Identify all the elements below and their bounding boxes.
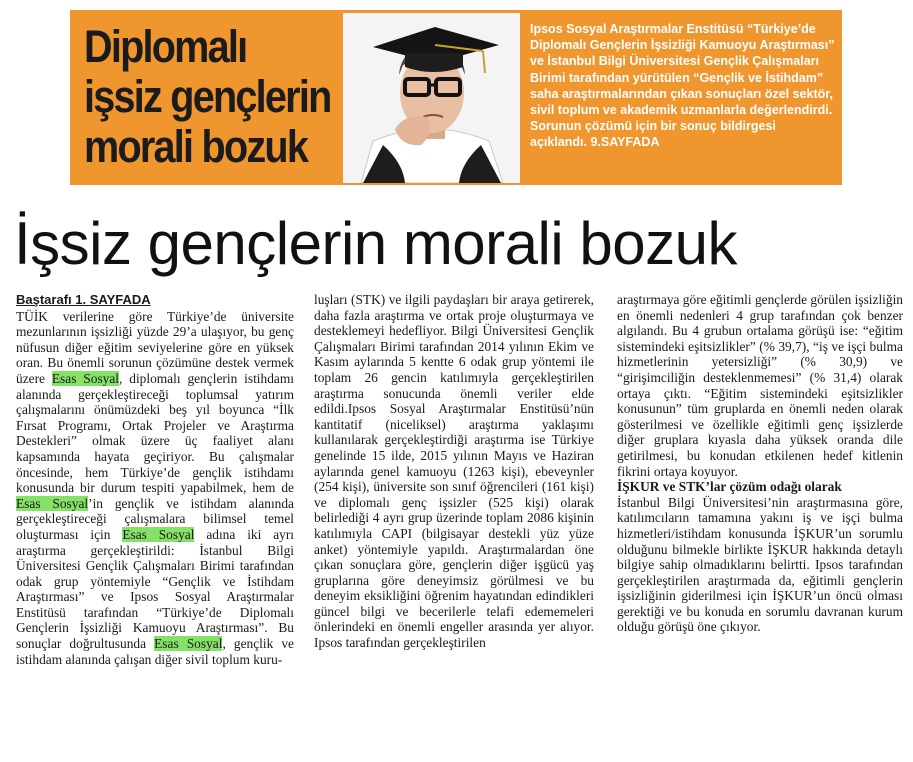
paragraph <box>16 309 294 668</box>
teaser-summary-text: Ipsos Sosyal Araştırmalar Enstitüsü “Türkiye’de Diplomalı Gençlerin İşsizliği Kamuoyu Araştırması” ve İstanbul Bilgi Üniversitesi Gençlik Çalışmaları Birimi tarafından yürütülen “Gençlik ve İstihdam” saha araştırmalarından çıkan sonuçları özel sektör, sivil toplum ve akademik uzmanlarla değerlendirdi. Sorunun çözümü için bir sonuç bildirgesi açıklandı. <box>530 22 835 150</box>
paragraph: İstanbul Bilgi Üniversitesi’nin araştırmasına göre, katılımcıların tamamına yakını iş ve işçi bulma hizmetleri/istihdam konusunda İŞKUR’un sorumlu olduğunu bilmekle birlikte İŞKUR hakkında detaylı bilgiye sahip olmadıklarını belirtti. Ipsos tarafından gerçekleştirilen araştırmada da, eğitimli gençlerin işsizliğinin giderilmesi için İŞKUR’un öncü olması gerektiği ve bu konuda en sorumlu davranan kurum olduğu görüşü öne çıkıyor. <box>617 494 903 635</box>
teaser-headline <box>84 21 331 172</box>
article-column-1 <box>16 292 294 667</box>
teaser-page-ref: 9.SAYFADA <box>590 135 660 150</box>
highlighted-term: Esas Sosyal <box>122 526 195 542</box>
highlighted-term: Esas Sosyal <box>16 495 89 511</box>
highlighted-term: Esas Sosyal <box>154 636 223 652</box>
text-run: , diplomalı gençlerin istihdamı alanında gerçekleştireceği toplumsal yatırım çalışmalarını önümüzdeki beş yıl boyunca “İlk Fırsat Programı, Ortak Projeler ve Araştırma Destekleri” olmak üzere üç faaliyet alanı kapsamında hayata geçiriyor. Bu çalışmalar öncesinde, hem Türkiye’de gençlik istihdamı konusunda bir durum tespiti yapabilmek, hem de <box>16 370 294 496</box>
article-column-3 <box>617 292 903 635</box>
article-title: İşsiz gençlerin morali bozuk <box>14 210 737 277</box>
teaser-headline-line: Diplomalı <box>84 21 247 72</box>
continuation-kicker: Baştarafı 1. SAYFADA <box>16 292 151 307</box>
text-run: ’in gençlik ve istihdam alanında gerçekleştireceği çalışmalara bilimsel temel oluşturması için <box>16 495 294 542</box>
teaser-summary <box>530 21 835 151</box>
paragraph: araştırmaya göre eğitimli gençlerde görülen işsizliğin en önemli nedenleri 4 grup tarafından çok benzer algılandı. Bu 4 grubun ortalama görüşü ise: “eğitim sistemindeki eşitsizlikler” (% 39,7), “iş ve işçi bulma hizmetlerinin yetersizliği” (% 30,9) ve “girişimciliğin desteklenmemesi” (% 31,4) olarak ortaya çıktı. “Eğitim sistemindeki eşitsizlikler konusunun” tüm gruplarda en önemli neden olarak gösterilmesi ve özellikle eğitimli genç işsizlerde diğer gruplara kıyasla daha yüksek oranda dile getirilmesi, bu konudan etkilenen hedef kitlenin fikrini ortaya koyuyor. <box>617 292 903 479</box>
teaser-headline-line: morali bozuk <box>84 121 308 172</box>
paragraph: luşları (STK) ve ilgili paydaşları bir araya getirerek, daha fazla araştırma ve ortak proje oluşturmaya ve desteklemeyi hedefliyor. Bilgi Üniversitesi Gençlik Çalışmaları Birimi tarafından 2014 yılının Ekim ve Kasım aylarında 5 kentte 6 odak grup yöntemi ile toplam 26 gencin katılımıyla gerçekleştirilen araştırma sonucunda önemli veriler elde edildi.Ipsos Sosyal Araştırmalar Enstitüsü’nün kantitatif (niceliksel) araştırma yaklaşımı kullanılarak gerçekleştirdiği araştırma ise Türkiye genelinde 15 ilde, 2015 yılının Mayıs ve Haziran aylarında genel kamuoyu (1263 kişi), ebeveynler (254 kişi), üniversite son sınıf öğrencileri (161 kişi) ve diplomalı genç işsizler (525 kişi) olarak belirlediği 4 ayrı grup üzerinde toplam 2086 kişinin katılımıyla CAPI (bilgisayar destekli yüz yüze anket) yöntemiyle yapıldı. Araştırmalardan öne çıkan sonuçlara göre, gençlerin diğer işgücü yaş gruplarına göre deneyimsiz görülmesi ve bu deneyim eksikliğini öğrenim hayatından edindikleri güncel bilgi ve becerilerle telafi edememeleri önlerindeki en önemli engeller arasında yer alıyor. Ipsos tarafından gerçekleştirilen <box>314 292 594 651</box>
section-subheading: İŞKUR ve STK’lar çözüm odağı olarak <box>617 479 842 495</box>
teaser-headline-line: işsiz gençlerin <box>84 71 331 122</box>
highlighted-term: Esas Sosyal <box>51 370 120 386</box>
text-run: adına iki ayrı araştırma gerçekleştirildi: İstanbul Bilgi Üniversitesi Gençlik Çalışmaları Birimi tarafından odak grup yöntemiyle “Gençlik ve İstihdam Araştırması” ve Ipsos Sosyal Araştırmalar Enstitüsü tarafından “Türkiye’de Diplomalı Gençlerin İşsizliği Kamuoyu Araştırması”. Bu sonuçlar doğrultusunda <box>16 526 295 652</box>
article-column-2 <box>314 292 594 651</box>
teaser-box <box>70 10 842 185</box>
text-run: , gençlik ve istihdam alanında çalışan diğer sivil toplum kuru- <box>16 636 294 667</box>
text-run: TÜİK verilerine göre Türkiye’de üniversite mezunlarının işsizliği yüzde 29’a ulaşıyor, bu genç nüfusun diğer eğitim seviyelerine göre en yüksek oran. Bu önemli sorunun çözümüne destek vermek üzere <box>16 308 294 386</box>
graduate-illustration <box>343 13 520 183</box>
graduate-photo <box>343 13 520 183</box>
